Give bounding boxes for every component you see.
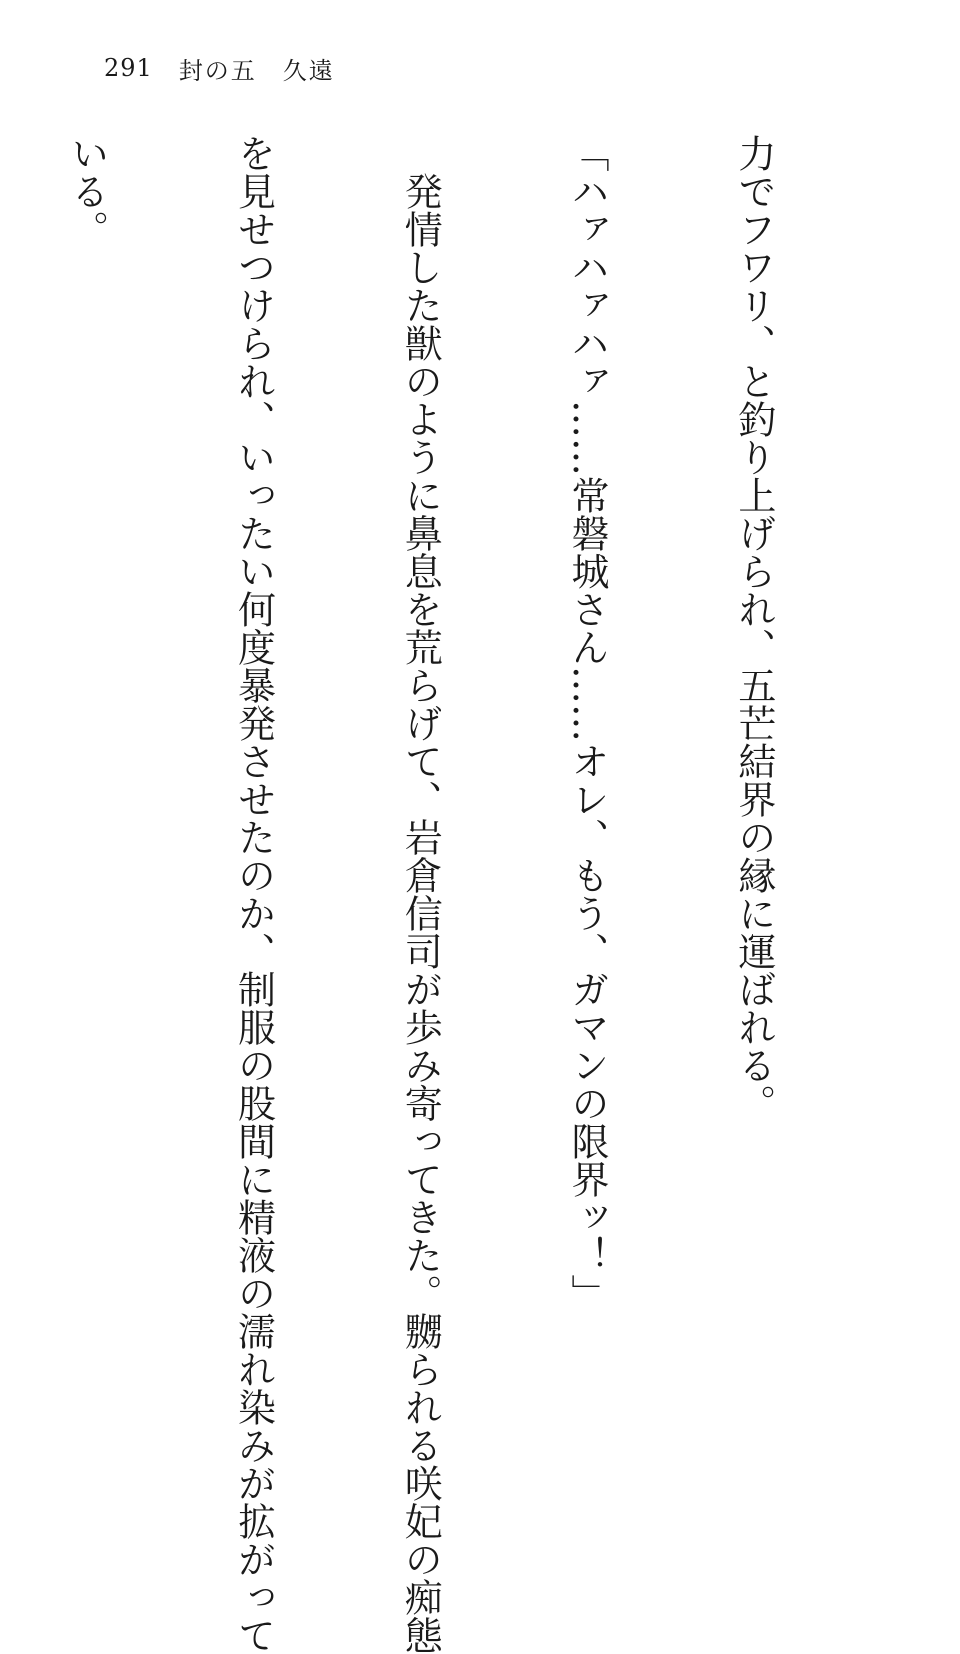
text-line: 発情した獣のように鼻息を荒らげて、岩倉信司が歩み寄ってきた。嬲られる咲妃の痴態: [398, 134, 443, 1654]
text-line: 力でフワリ、と釣り上げられ、五芒結界の縁に運ばれる。: [731, 134, 776, 1122]
text-line: いる。: [64, 134, 109, 248]
chapter-title: 封の五 久遠: [178, 56, 335, 85]
novel-body-text: [0, 134, 892, 1654]
text-line: を見せつけられ、いったい何度暴発させたのか、制服の股間に精液の濡れ染みが拡がって: [231, 134, 276, 1654]
page-number: 291: [104, 54, 153, 82]
text-line: 「ハァハァハァ……常磐城さん……オレ、もう、ガマンの限界ッ！」: [565, 134, 610, 1312]
page-header: [104, 50, 335, 86]
